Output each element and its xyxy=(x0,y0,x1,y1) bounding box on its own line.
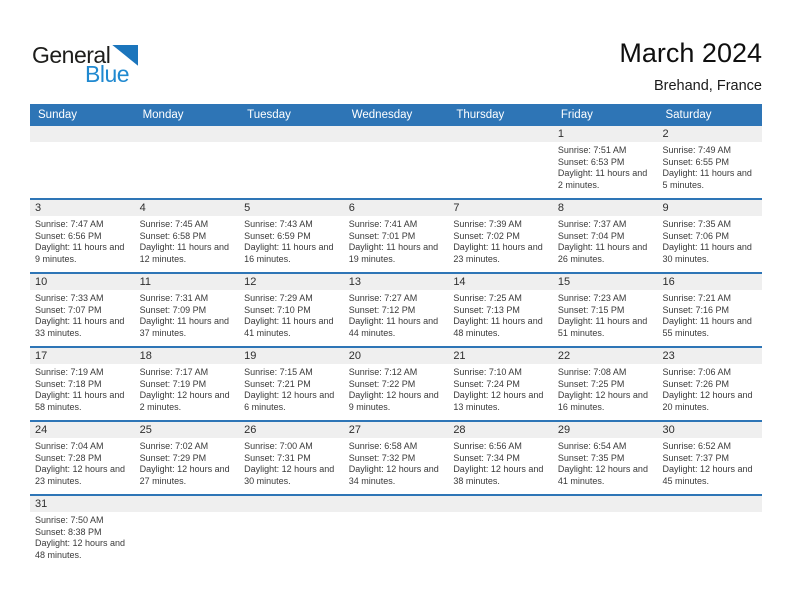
sunset-text: Sunset: 7:26 PM xyxy=(662,378,730,389)
sunset-text: Sunset: 7:16 PM xyxy=(662,304,730,315)
daylight-text: Daylight: 11 hours and 33 minutes. xyxy=(35,316,125,338)
day-cell-empty xyxy=(30,126,135,198)
sunrise-text: Sunrise: 7:29 AM xyxy=(244,293,313,303)
day-cell-30 xyxy=(657,422,762,494)
day-cell-empty xyxy=(344,496,449,570)
daylight-text: Daylight: 11 hours and 44 minutes. xyxy=(348,316,439,338)
day-cell-4 xyxy=(135,200,240,272)
sunset-text: Sunset: 7:37 PM xyxy=(662,452,730,463)
day-number: 10 xyxy=(30,274,135,290)
day-details xyxy=(135,216,240,269)
day-cell-2 xyxy=(657,126,762,198)
day-cell-25 xyxy=(135,422,240,494)
day-number: 28 xyxy=(448,422,553,438)
sunrise-text: Sunrise: 6:58 AM xyxy=(348,441,418,451)
day-details xyxy=(135,364,240,417)
day-details xyxy=(657,290,762,343)
sunrise-text: Sunrise: 7:25 AM xyxy=(453,293,522,303)
day-number: 15 xyxy=(553,274,658,290)
sunrise-text: Sunrise: 7:15 AM xyxy=(244,367,313,377)
sunrise-text: Sunrise: 7:27 AM xyxy=(348,293,418,303)
week-row xyxy=(30,126,762,200)
day-number: 14 xyxy=(448,274,553,290)
sunrise-text: Sunrise: 7:39 AM xyxy=(453,219,522,229)
sunset-text: Sunset: 7:19 PM xyxy=(139,378,207,389)
day-cell-20 xyxy=(344,348,449,420)
day-cell-26 xyxy=(239,422,344,494)
daylight-text: Daylight: 11 hours and 26 minutes. xyxy=(557,242,648,264)
day-cell-13 xyxy=(344,274,449,346)
daylight-text: Daylight: 12 hours and 16 minutes. xyxy=(557,390,648,412)
day-cell-24 xyxy=(30,422,135,494)
sunrise-text: Sunrise: 7:21 AM xyxy=(662,293,732,303)
sunset-text: Sunset: 7:07 PM xyxy=(35,304,102,315)
sunset-text: Sunset: 7:24 PM xyxy=(453,378,520,389)
day-cell-empty xyxy=(135,496,240,570)
weekday-header-sunday: Sunday xyxy=(38,109,78,121)
sunset-text: Sunset: 6:55 PM xyxy=(662,156,730,167)
day-number: 2 xyxy=(657,126,762,142)
sunrise-text: Sunrise: 7:51 AM xyxy=(557,145,627,155)
day-cell-16 xyxy=(657,274,762,346)
day-details xyxy=(344,290,449,343)
month-title: March 2024 xyxy=(619,38,762,68)
day-details xyxy=(344,216,449,269)
day-number: 22 xyxy=(553,348,658,364)
daylight-text: Daylight: 12 hours and 41 minutes. xyxy=(557,464,648,486)
day-number: 20 xyxy=(344,348,449,364)
day-number: 4 xyxy=(135,200,240,216)
sunset-text: Sunset: 7:02 PM xyxy=(453,230,520,241)
sunrise-text: Sunrise: 6:52 AM xyxy=(662,441,732,451)
sunrise-text: Sunrise: 7:49 AM xyxy=(662,145,732,155)
day-number xyxy=(344,126,449,142)
day-details xyxy=(553,290,658,343)
day-number xyxy=(135,126,240,142)
day-cell-18 xyxy=(135,348,240,420)
sunset-text: Sunset: 7:35 PM xyxy=(557,452,625,463)
sunrise-text: Sunrise: 7:19 AM xyxy=(35,367,104,377)
sunset-text: Sunset: 6:59 PM xyxy=(244,230,311,241)
daylight-text: Daylight: 11 hours and 2 minutes. xyxy=(557,168,648,190)
daylight-text: Daylight: 12 hours and 30 minutes. xyxy=(244,464,335,486)
day-cell-5 xyxy=(239,200,344,272)
daylight-text: Daylight: 11 hours and 55 minutes. xyxy=(662,316,752,338)
day-details xyxy=(239,216,344,269)
daylight-text: Daylight: 12 hours and 38 minutes. xyxy=(453,464,544,486)
weekday-header-saturday: Saturday xyxy=(665,109,712,121)
sunset-text: Sunset: 7:21 PM xyxy=(244,378,311,389)
week-row xyxy=(30,496,762,570)
daylight-text: Daylight: 12 hours and 45 minutes. xyxy=(662,464,753,486)
day-cell-31 xyxy=(30,496,135,570)
sunrise-text: Sunrise: 7:33 AM xyxy=(35,293,104,303)
sunset-text: Sunset: 7:32 PM xyxy=(348,452,416,463)
daylight-text: Daylight: 11 hours and 41 minutes. xyxy=(244,316,334,338)
day-number: 31 xyxy=(30,496,135,512)
sunrise-text: Sunrise: 7:23 AM xyxy=(557,293,627,303)
day-number xyxy=(657,496,762,512)
daylight-text: Daylight: 11 hours and 12 minutes. xyxy=(139,242,229,264)
week-row xyxy=(30,422,762,496)
sunrise-text: Sunrise: 7:37 AM xyxy=(557,219,627,229)
day-number: 16 xyxy=(657,274,762,290)
day-cell-1 xyxy=(553,126,658,198)
calendar-table xyxy=(30,104,762,570)
day-number: 13 xyxy=(344,274,449,290)
day-cell-11 xyxy=(135,274,240,346)
day-number xyxy=(239,496,344,512)
daylight-text: Daylight: 12 hours and 9 minutes. xyxy=(348,390,439,412)
week-row xyxy=(30,348,762,422)
weekday-header-monday: Monday xyxy=(142,109,184,121)
logo-text-blue: Blue xyxy=(85,61,130,87)
day-number xyxy=(344,496,449,512)
daylight-text: Daylight: 12 hours and 27 minutes. xyxy=(139,464,230,486)
day-details xyxy=(135,290,240,343)
daylight-text: Daylight: 12 hours and 34 minutes. xyxy=(348,464,439,486)
week-row xyxy=(30,200,762,274)
day-cell-empty xyxy=(239,496,344,570)
day-number: 11 xyxy=(135,274,240,290)
daylight-text: Daylight: 11 hours and 23 minutes. xyxy=(453,242,543,264)
sunset-text: Sunset: 7:22 PM xyxy=(348,378,416,389)
day-number: 24 xyxy=(30,422,135,438)
sunrise-text: Sunrise: 7:02 AM xyxy=(139,441,209,451)
day-cell-3 xyxy=(30,200,135,272)
day-number: 27 xyxy=(344,422,449,438)
day-details xyxy=(553,216,658,269)
sunrise-text: Sunrise: 7:47 AM xyxy=(35,219,104,229)
day-cell-22 xyxy=(553,348,658,420)
weekday-header-tuesday: Tuesday xyxy=(247,109,291,121)
day-details xyxy=(657,216,762,269)
sunset-text: Sunset: 7:10 PM xyxy=(244,304,311,315)
day-cell-8 xyxy=(553,200,658,272)
sunset-text: Sunset: 7:09 PM xyxy=(139,304,207,315)
day-number: 3 xyxy=(30,200,135,216)
day-cell-15 xyxy=(553,274,658,346)
day-number: 21 xyxy=(448,348,553,364)
day-details xyxy=(344,438,449,491)
daylight-text: Daylight: 12 hours and 2 minutes. xyxy=(139,390,230,412)
day-details xyxy=(30,512,135,565)
day-cell-empty xyxy=(657,496,762,570)
weekday-header-thursday: Thursday xyxy=(456,109,505,121)
day-cell-7 xyxy=(448,200,553,272)
day-cell-19 xyxy=(239,348,344,420)
sunrise-text: Sunrise: 7:41 AM xyxy=(348,219,418,229)
day-number: 9 xyxy=(657,200,762,216)
day-details xyxy=(553,364,658,417)
day-number xyxy=(448,126,553,142)
daylight-text: Daylight: 11 hours and 37 minutes. xyxy=(139,316,229,338)
day-cell-9 xyxy=(657,200,762,272)
sunrise-text: Sunrise: 7:31 AM xyxy=(139,293,209,303)
day-number: 26 xyxy=(239,422,344,438)
day-details xyxy=(657,364,762,417)
day-details xyxy=(239,364,344,417)
day-number: 30 xyxy=(657,422,762,438)
sunset-text: Sunset: 7:25 PM xyxy=(557,378,625,389)
day-cell-empty xyxy=(239,126,344,198)
sunrise-text: Sunrise: 7:43 AM xyxy=(244,219,313,229)
day-details xyxy=(448,364,553,417)
day-number: 29 xyxy=(553,422,658,438)
day-number: 6 xyxy=(344,200,449,216)
sunrise-text: Sunrise: 6:54 AM xyxy=(557,441,627,451)
day-cell-27 xyxy=(344,422,449,494)
day-number xyxy=(30,126,135,142)
day-details xyxy=(30,364,135,417)
week-row xyxy=(30,274,762,348)
day-details xyxy=(553,438,658,491)
day-cell-empty xyxy=(553,496,658,570)
day-cell-empty xyxy=(448,126,553,198)
daylight-text: Daylight: 11 hours and 9 minutes. xyxy=(35,242,125,264)
day-cell-6 xyxy=(344,200,449,272)
day-cell-21 xyxy=(448,348,553,420)
daylight-text: Daylight: 11 hours and 5 minutes. xyxy=(662,168,752,190)
day-cell-empty xyxy=(135,126,240,198)
day-details xyxy=(657,142,762,195)
day-number: 8 xyxy=(553,200,658,216)
sunset-text: Sunset: 7:34 PM xyxy=(453,452,520,463)
daylight-text: Daylight: 12 hours and 20 minutes. xyxy=(662,390,753,412)
day-cell-28 xyxy=(448,422,553,494)
day-number: 5 xyxy=(239,200,344,216)
sunrise-text: Sunrise: 6:56 AM xyxy=(453,441,522,451)
sunrise-text: Sunrise: 7:10 AM xyxy=(453,367,522,377)
daylight-text: Daylight: 12 hours and 6 minutes. xyxy=(244,390,335,412)
daylight-text: Daylight: 12 hours and 13 minutes. xyxy=(453,390,544,412)
sunrise-text: Sunrise: 7:35 AM xyxy=(662,219,732,229)
day-cell-14 xyxy=(448,274,553,346)
sunrise-text: Sunrise: 7:06 AM xyxy=(662,367,732,377)
day-number: 25 xyxy=(135,422,240,438)
daylight-text: Daylight: 11 hours and 58 minutes. xyxy=(35,390,125,412)
day-details xyxy=(30,438,135,491)
day-number: 19 xyxy=(239,348,344,364)
day-details xyxy=(553,142,658,195)
sunrise-text: Sunrise: 7:12 AM xyxy=(348,367,418,377)
day-details xyxy=(239,438,344,491)
day-cell-12 xyxy=(239,274,344,346)
daylight-text: Daylight: 11 hours and 16 minutes. xyxy=(244,242,334,264)
sunset-text: Sunset: 6:53 PM xyxy=(557,156,625,167)
title-block xyxy=(619,38,762,94)
day-number: 17 xyxy=(30,348,135,364)
sunrise-text: Sunrise: 7:17 AM xyxy=(139,367,209,377)
daylight-text: Daylight: 11 hours and 19 minutes. xyxy=(348,242,439,264)
sunset-text: Sunset: 7:31 PM xyxy=(244,452,311,463)
day-cell-10 xyxy=(30,274,135,346)
sunset-text: Sunset: 6:58 PM xyxy=(139,230,207,241)
sunset-text: Sunset: 7:04 PM xyxy=(557,230,625,241)
location-subtitle: Brehand, France xyxy=(653,78,762,94)
day-number: 1 xyxy=(553,126,658,142)
sunset-text: Sunset: 7:15 PM xyxy=(557,304,625,315)
calendar-weeks xyxy=(30,126,762,570)
sunrise-text: Sunrise: 7:45 AM xyxy=(139,219,209,229)
day-cell-empty xyxy=(448,496,553,570)
day-cell-23 xyxy=(657,348,762,420)
day-details xyxy=(657,438,762,491)
day-details xyxy=(448,216,553,269)
sunset-text: Sunset: 7:29 PM xyxy=(139,452,207,463)
sunset-text: Sunset: 7:18 PM xyxy=(35,378,102,389)
daylight-text: Daylight: 12 hours and 48 minutes. xyxy=(35,538,126,560)
day-number: 7 xyxy=(448,200,553,216)
weekday-header-row xyxy=(30,104,762,126)
day-details xyxy=(239,290,344,343)
day-details xyxy=(448,438,553,491)
day-details xyxy=(30,290,135,343)
sunset-text: Sunset: 7:06 PM xyxy=(662,230,730,241)
day-number xyxy=(448,496,553,512)
sunrise-text: Sunrise: 7:08 AM xyxy=(557,367,627,377)
daylight-text: Daylight: 11 hours and 51 minutes. xyxy=(557,316,648,338)
daylight-text: Daylight: 11 hours and 30 minutes. xyxy=(662,242,752,264)
day-number: 23 xyxy=(657,348,762,364)
logo-text-general: General xyxy=(32,42,111,68)
day-cell-empty xyxy=(344,126,449,198)
day-number xyxy=(239,126,344,142)
sunrise-text: Sunrise: 7:50 AM xyxy=(35,515,104,525)
sunset-text: Sunset: 7:28 PM xyxy=(35,452,102,463)
sunrise-text: Sunrise: 7:00 AM xyxy=(244,441,313,451)
day-number xyxy=(553,496,658,512)
daylight-text: Daylight: 12 hours and 23 minutes. xyxy=(35,464,126,486)
general-blue-logo xyxy=(32,44,138,86)
daylight-text: Daylight: 11 hours and 48 minutes. xyxy=(453,316,543,338)
sunset-text: Sunset: 8:38 PM xyxy=(35,526,102,537)
day-number: 18 xyxy=(135,348,240,364)
day-cell-17 xyxy=(30,348,135,420)
sunset-text: Sunset: 6:56 PM xyxy=(35,230,102,241)
day-number: 12 xyxy=(239,274,344,290)
sunset-text: Sunset: 7:13 PM xyxy=(453,304,520,315)
sunset-text: Sunset: 7:01 PM xyxy=(348,230,416,241)
day-details xyxy=(344,364,449,417)
sunset-text: Sunset: 7:12 PM xyxy=(348,304,416,315)
day-details xyxy=(135,438,240,491)
day-details xyxy=(30,216,135,269)
day-cell-29 xyxy=(553,422,658,494)
weekday-header-wednesday: Wednesday xyxy=(351,109,413,121)
day-details xyxy=(448,290,553,343)
day-number xyxy=(135,496,240,512)
weekday-header-friday: Friday xyxy=(560,109,593,121)
sunrise-text: Sunrise: 7:04 AM xyxy=(35,441,104,451)
